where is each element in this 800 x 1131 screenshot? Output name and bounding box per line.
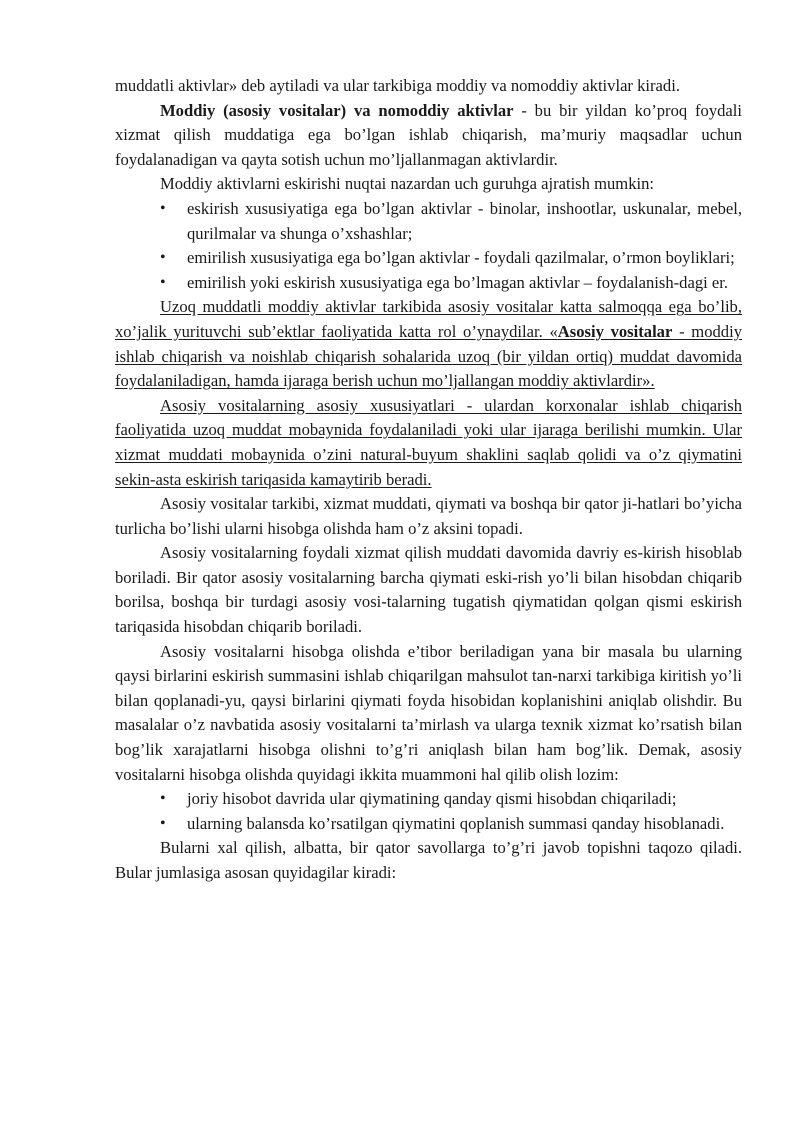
paragraph-depreciation: Asosiy vositalarning foydali xizmat qilish muddati davomida davriy es-kirish hisoblab boriladi. Bir qator asosiy vositalarning barcha qiymati eski-rish yo’li bilan hisobdan chiqarib borilsa, boshqa bir turdagi asosiy vosi-talarning tugatish qiymatidan qolgan qismi eskirish tariqasida hisobdan chiqarib boriladi. bbox=[115, 543, 742, 637]
paragraph-definition bbox=[115, 99, 742, 173]
bullet-icon: • bbox=[160, 814, 166, 832]
definition-text: - bu bir yildan ko’proq foydali xizmat qilish muddatiga ega bo’lgan ishlab chiqarish, ma’muriy maqsadlar uchun foydalanadigan va qayta sotish uchun mo’ljallanmagan aktivlardir. bbox=[115, 100, 742, 169]
paragraph-composition: Asosiy vositalar tarkibi, xizmat muddati, qiymati va boshqa bir qator ji-hatlari bo’yicha turlicha bo’lishi ularni hisobga olishda ham o’z aksini topadi. bbox=[115, 494, 742, 538]
paragraph-conclusion: Bularni xal qilish, albatta, bir qator savollarga to’g’ri javob topishni taqozo qiladi. Bular jumlasiga asosan quyidagilar kiradi: bbox=[115, 838, 742, 882]
list-item: • eskirish xususiyatiga ega bo’lgan aktivlar - binolar, inshootlar, uskunalar, mebel, qurilmalar va shunga o’xshashlar; bbox=[160, 198, 742, 243]
list-item: • emirilish yoki eskirish xususiyatiga ega bo’lmagan aktivlar – foydalanish-dagi er. bbox=[187, 271, 742, 296]
paragraph-intro-continuation: muddatli aktivlar» deb aytiladi va ular tarkibiga moddiy va nomoddiy aktivlar kiradi. bbox=[115, 76, 680, 95]
list-item: • joriy hisobot davrida ular qiymatining qanday qismi hisobdan chiqariladi; bbox=[187, 787, 742, 812]
paragraph-accounting-issues: Asosiy vositalarni hisobga olishda e’tibor beriladigan yana bir masala bu ularning qaysi birlarini eskirish summasini ishlab chiqarilgan mahsulot tan-narxi tarkibiga kiritish yo’li bilan qoplanadi-yu, qaysi birlarini qiymati foyda hisobidan koplanishini aniqlab olishdir. Bu masalalar o’z navbatida asosiy vositalarni ta’mirlash va ularga texnik xizmat ko’rsatish bilan bog’lik xarajatlarni hisobga olishni to’g’ri aniqlash bilan ham bog’lik. Demak, asosiy vositalarni hisobga olishda quyidagi ikkita muammoni hal qilib olish lozim: bbox=[115, 641, 742, 784]
paragraph-classification-intro: Moddiy aktivlarni eskirishi nuqtai nazardan uch guruhga ajratish mumkin: bbox=[160, 174, 655, 194]
list-item: • ularning balansda ko’rsatilgan qiymatini qoplanish summasi qanday hisoblanadi. bbox=[187, 812, 742, 837]
term-tangible-intangible-assets: Moddiy (asosiy vositalar) va nomoddiy aktivlar bbox=[160, 100, 514, 120]
paragraph-fixed-assets-features: Asosiy vositalarning asosiy xususiyatlari - ulardan korxonalar ishlab chiqarish faoliyatida uzoq muddat mobaynida foydalaniladi yoki ular ijaraga berilishi mumkin. Ular xizmat muddati mobaynida o’zini natural-buyum shaklini saqlab qolidi va o’z qiymatini sekin-asta eskirish tariqasida kamaytirib beradi. bbox=[115, 395, 742, 489]
bullet-icon: • bbox=[160, 249, 166, 267]
list-item: • emirilish xususiyatiga ega bo’lgan aktivlar - foydali qazilmalar, o’rmon boyliklari; bbox=[187, 246, 742, 271]
bullet-icon: • bbox=[160, 199, 166, 217]
bullet-icon: • bbox=[160, 273, 166, 291]
classification-list bbox=[115, 197, 742, 295]
term-fixed-assets: Asosiy vositalar bbox=[557, 321, 673, 341]
problems-list bbox=[115, 787, 742, 836]
paragraph-fixed-assets-definition: Uzoq muddatli moddiy aktivlar tarkibida asosiy vositalar katta salmoqqa ega bo’lib, xo’jalik yurituvchi sub’ektlar faoliyatida katta rol o’ynaydilar. «Asosiy vositalar - moddiy ishlab chiqarish va noishlab chiqarish sohalarida uzoq (bir yildan ortiq) muddat davomida foydalaniladigan, hamda ijaraga berish uchun mo’ljallangan moddiy aktivlardir». bbox=[115, 297, 743, 391]
bullet-icon: • bbox=[160, 790, 166, 808]
